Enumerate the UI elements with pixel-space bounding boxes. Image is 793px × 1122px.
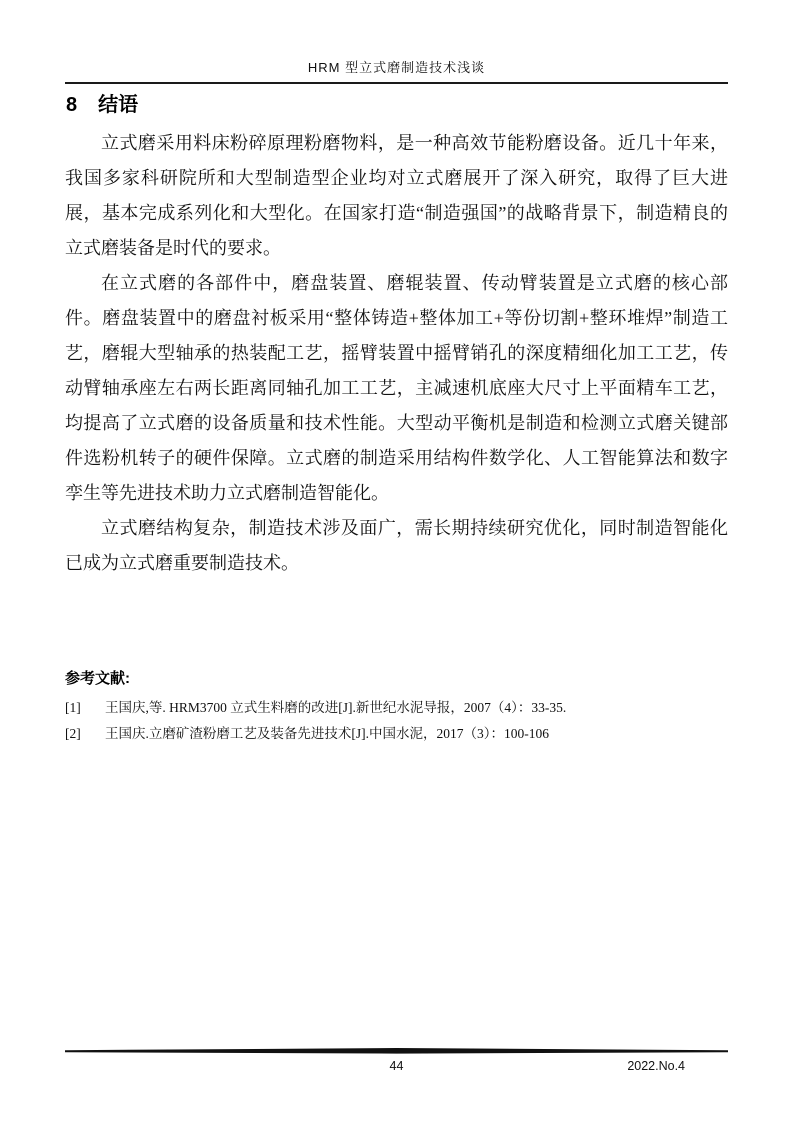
- section-number: 8: [66, 94, 78, 116]
- paragraph: 立式磨结构复杂，制造技术涉及面广，需长期持续研究优化，同时制造智能化已成为立式磨重要制造技术。: [65, 518, 728, 573]
- reference-text: 王国庆,等. HRM3700 立式生料磨的改进[J].新世纪水泥导报，2007（4）：33-35.: [105, 700, 567, 715]
- footer-issue-label: 2022.No.4: [627, 1059, 685, 1073]
- body-paragraphs: [65, 126, 728, 581]
- reference-item: [65, 695, 728, 721]
- header-rule: [65, 82, 728, 84]
- section-heading: [66, 88, 138, 117]
- reference-label: [1]: [65, 700, 81, 715]
- paragraph: 立式磨采用料床粉碎原理粉磨物料，是一种高效节能粉磨设备。近几十年来，我国多家科研院所和大型制造型企业均对立式磨展开了深入研究，取得了巨大进展，基本完成系列化和大型化。在国家打造“制造强国”的战略背景下，制造精良的立式磨装备是时代的要求。: [65, 133, 728, 258]
- footer-divider: [65, 1048, 728, 1057]
- reference-label: [2]: [65, 726, 81, 741]
- references-heading: 参考文献:: [65, 670, 130, 687]
- references-section: [65, 667, 728, 747]
- reference-text: 王国庆.立磨矿渣粉磨工艺及装备先进技术[J].中国水泥，2017（3）：100-106: [105, 726, 549, 741]
- footer-page-number: 44: [389, 1059, 404, 1073]
- running-header-title: HRM 型立式磨制造技术浅谈: [307, 60, 486, 75]
- section-title: 结语: [98, 94, 139, 116]
- reference-item: [65, 721, 728, 747]
- paragraph: 在立式磨的各部件中，磨盘装置、磨辊装置、传动臂装置是立式磨的核心部件。磨盘装置中的磨盘衬板采用“整体铸造+整体加工+等份切割+整环堆焊”制造工艺，磨辊大型轴承的热装配工艺，摇臂装置中摇臂销孔的深度精细化加工工艺，传动臂轴承座左右两长距离同轴孔加工工艺，主减速机底座大尺寸上平面精车工艺，均提高了立式磨的设备质量和技术性能。大型动平衡机是制造和检测立式磨关键部件选粉机转子的硬件保障。立式磨的制造采用结构件数学化、人工智能算法和数字孪生等先进技术助力立式磨制造智能化。: [65, 273, 728, 503]
